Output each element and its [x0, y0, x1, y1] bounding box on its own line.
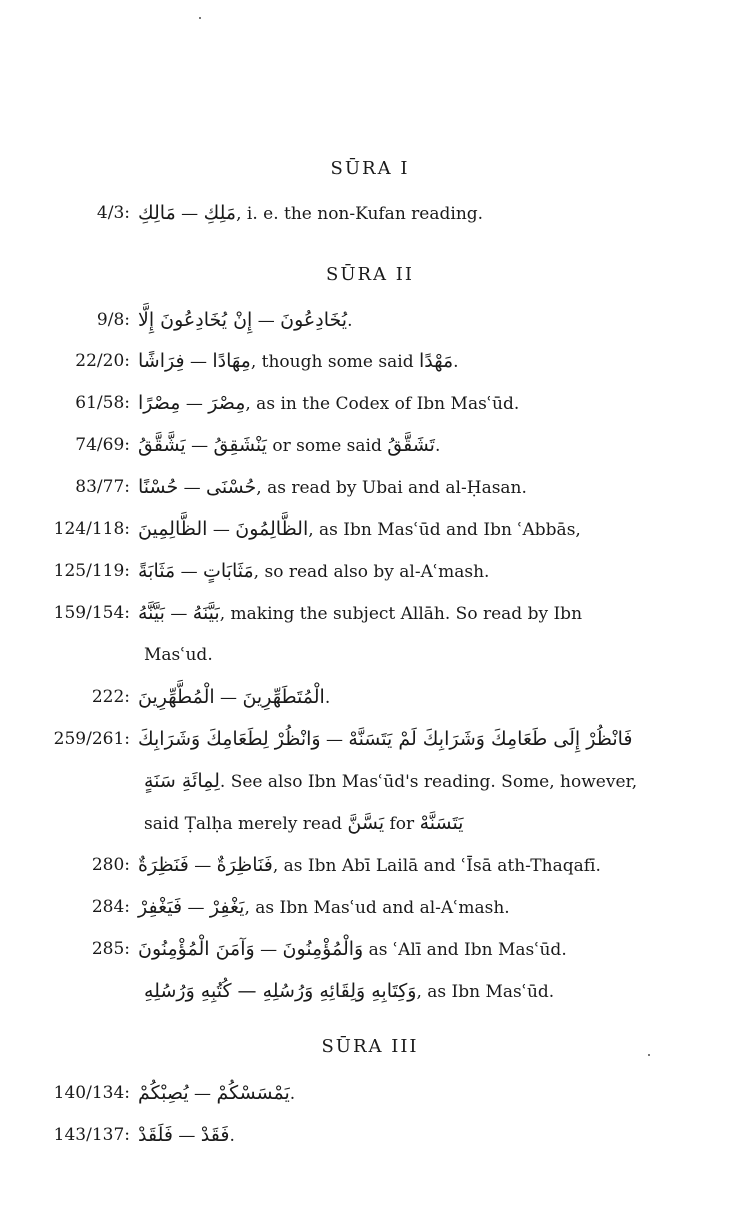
entry-note: said Ṭalḥa merely read	[144, 814, 348, 834]
entry-note: , i. e. the non-Kufan reading.	[236, 204, 484, 224]
section-heading: SŪRA II	[326, 264, 414, 285]
entry-row	[0, 596, 740, 630]
page-speck	[199, 17, 201, 19]
arabic-variant: مِصْرًا	[138, 392, 181, 414]
arabic-variant: وَالْمُؤْمِنُونَ	[282, 938, 364, 960]
separator: —	[175, 562, 203, 582]
separator: —	[178, 478, 207, 498]
entry-note: , making the subject Allāh. So read by Ibn	[219, 604, 583, 624]
separator: —	[188, 856, 217, 876]
separator: —	[172, 1126, 201, 1146]
arabic-variant: يَمْسَسْكُمْ	[216, 1082, 290, 1104]
entry-text	[138, 722, 632, 757]
entry-note: .	[453, 352, 459, 372]
separator: —	[252, 311, 281, 331]
entry-row	[0, 303, 740, 337]
arabic-variant: فَانْظُرْ إِلَى طَعَامِكَ وَشَرَابِكَ لَمْ يَتَسَنَّهْ	[348, 728, 633, 750]
entry-note: as ʿAlī and Ibn Masʿūd.	[363, 940, 567, 960]
verse-reference: 284:	[91, 897, 130, 917]
arabic-variant: مَلِكِ	[203, 202, 237, 224]
entry-text	[138, 196, 483, 231]
verse-reference: 280:	[91, 855, 130, 875]
entry-text	[138, 512, 581, 547]
verse-reference: 140/134:	[53, 1083, 130, 1103]
arabic-variant: يَنْشَقِقُ	[213, 434, 267, 456]
separator: —	[188, 1084, 217, 1104]
arabic-variant: مَثَابَةً	[138, 560, 176, 582]
arabic-variant: مَثَابَاتٍ	[203, 560, 254, 582]
entry-note: , so read also by al-Aʿmash.	[253, 562, 490, 582]
entry-note: , as in the Codex of Ibn Masʿūd.	[245, 394, 520, 414]
entry-note: , as Ibn Abī Lailā and ʿĪsā ath-Thaqafī.	[272, 856, 601, 876]
verse-reference: 124/118:	[53, 519, 130, 539]
entry-note: for	[384, 814, 420, 834]
entry-text	[138, 1118, 235, 1153]
entry-text	[138, 303, 352, 338]
verse-reference: 143/137:	[53, 1125, 130, 1145]
verse-reference: 159/154:	[53, 603, 130, 623]
entry-text	[138, 1076, 295, 1111]
verse-reference: 61/58:	[75, 393, 130, 413]
entry-note: .	[229, 1126, 235, 1146]
verse-reference: 22/20:	[75, 351, 130, 371]
arabic-variant: فَنَاظِرَةٌ	[216, 854, 273, 876]
entry-note: , as Ibn Masʿūd and Ibn ʿAbbās,	[308, 520, 581, 540]
separator: —	[320, 730, 349, 750]
entry-note: .	[289, 1084, 296, 1104]
separator: —	[254, 940, 283, 960]
arabic-variant: لِمِائَةِ سَنَةٍ	[144, 770, 220, 792]
entry-row	[0, 680, 740, 714]
entry-note: .	[347, 311, 353, 331]
entry-text	[138, 848, 601, 883]
entry-row	[0, 932, 740, 966]
entry-note: , as Ibn Masʿūd.	[416, 982, 555, 1002]
section-heading: SŪRA I	[330, 158, 410, 179]
arabic-variant: وَكِتَابِهِ وَلِقَائِهِ وَرُسُلِهِ — كُتُبِهِ وَرُسُلِهِ	[144, 980, 417, 1002]
arabic-variant: الظَّالِمُونَ	[235, 518, 309, 540]
entry-note: , though some said	[250, 352, 419, 372]
entry-row	[0, 512, 740, 546]
arabic-variant: يُصِبْكُمْ	[138, 1082, 189, 1104]
entry-continuation	[144, 764, 637, 799]
arabic-variant: بَيَّنَّهُ	[138, 602, 165, 624]
arabic-variant: يَتَسَنَّهْ	[419, 812, 464, 834]
entry-row	[0, 386, 740, 420]
entry-row	[0, 848, 740, 882]
arabic-variant: فَلَقَدْ	[138, 1124, 173, 1146]
arabic-variant: وَآمَنَ الْمُؤْمِنُونَ	[138, 938, 255, 960]
arabic-variant: بَيَّنَهُ	[192, 602, 220, 624]
separator: —	[175, 204, 204, 224]
arabic-variant: تَشَقَّقُ	[387, 434, 435, 456]
separator: —	[214, 688, 243, 708]
entry-text	[138, 386, 519, 421]
separator: —	[207, 520, 236, 540]
entry-text	[138, 596, 582, 631]
arabic-variant: يَسَّنَّ	[347, 812, 385, 834]
entry-text	[138, 428, 440, 463]
entry-text	[138, 932, 567, 967]
entry-row	[0, 344, 740, 378]
entry-text	[138, 554, 489, 589]
entry-row	[0, 196, 740, 230]
entry-continuation	[144, 974, 554, 1009]
arabic-variant: فَقَدْ	[200, 1124, 230, 1146]
arabic-variant: مَهْدًا	[418, 350, 454, 372]
entry-row	[0, 470, 740, 504]
entry-row	[0, 1118, 740, 1152]
separator: —	[164, 604, 193, 624]
arabic-variant: فِرَاشًا	[138, 350, 185, 372]
entry-row	[0, 554, 740, 588]
section-heading: SŪRA III	[321, 1036, 419, 1057]
arabic-variant: يَغْفِرْ	[209, 896, 245, 918]
arabic-variant: يَشَّقَّقُ	[138, 434, 186, 456]
verse-reference: 4/3:	[96, 203, 130, 223]
verse-reference: 74/69:	[75, 435, 130, 455]
arabic-variant: حُسْنَى	[206, 476, 257, 498]
entry-text	[138, 890, 510, 925]
separator: —	[180, 394, 209, 414]
separator: —	[184, 352, 213, 372]
arabic-variant: حُسْنًا	[138, 476, 179, 498]
verse-reference: 83/77:	[75, 477, 130, 497]
arabic-variant: مَالِكِ	[138, 202, 176, 224]
verse-reference: 125/119:	[53, 561, 130, 581]
arabic-variant: فَنَظِرَةٌ	[138, 854, 189, 876]
separator: —	[182, 898, 210, 918]
arabic-variant: الْمُطَّهِّرِينَ	[138, 686, 215, 708]
entry-row	[0, 1076, 740, 1110]
arabic-variant: الْمُتَطَهِّرِينَ	[242, 686, 325, 708]
verse-reference: 9/8:	[96, 310, 130, 330]
arabic-variant: فَيَغْفِرْ	[138, 896, 183, 918]
entry-text	[138, 470, 527, 505]
entry-row	[0, 428, 740, 462]
entry-row	[0, 890, 740, 924]
arabic-variant: مِهَادًا	[212, 350, 251, 372]
entry-note: , as Ibn Masʿud and al-Aʿmash.	[244, 898, 510, 918]
verse-reference: 222:	[91, 687, 130, 707]
entry-note: , as read by Ubai and al-Ḥasan.	[256, 478, 527, 498]
arabic-variant: الظَّالِمِينَ	[138, 518, 208, 540]
verse-reference: 285:	[91, 939, 130, 959]
arabic-variant: إِنْ يُخَادِعُونَ إِلَّا	[138, 309, 253, 331]
verse-reference: 259/261:	[53, 729, 130, 749]
arabic-variant: مِصْرَ	[208, 392, 246, 414]
separator: —	[185, 436, 214, 456]
entry-text	[138, 680, 330, 715]
entry-continuation	[144, 806, 463, 841]
entry-note: . See also Ibn Masʿūd's reading. Some, however,	[219, 772, 638, 792]
entry-note: or some said	[266, 436, 388, 456]
entry-note: .	[434, 436, 441, 456]
entry-continuation: Masʿud.	[144, 645, 213, 665]
entry-text	[138, 344, 459, 379]
entry-note: .	[324, 688, 331, 708]
arabic-variant: وَانْظُرْ لِطَعَامِكَ وَشَرَابِكَ	[138, 728, 321, 750]
arabic-variant: يُخَادِعُونَ	[280, 309, 348, 331]
entry-row	[0, 722, 740, 756]
